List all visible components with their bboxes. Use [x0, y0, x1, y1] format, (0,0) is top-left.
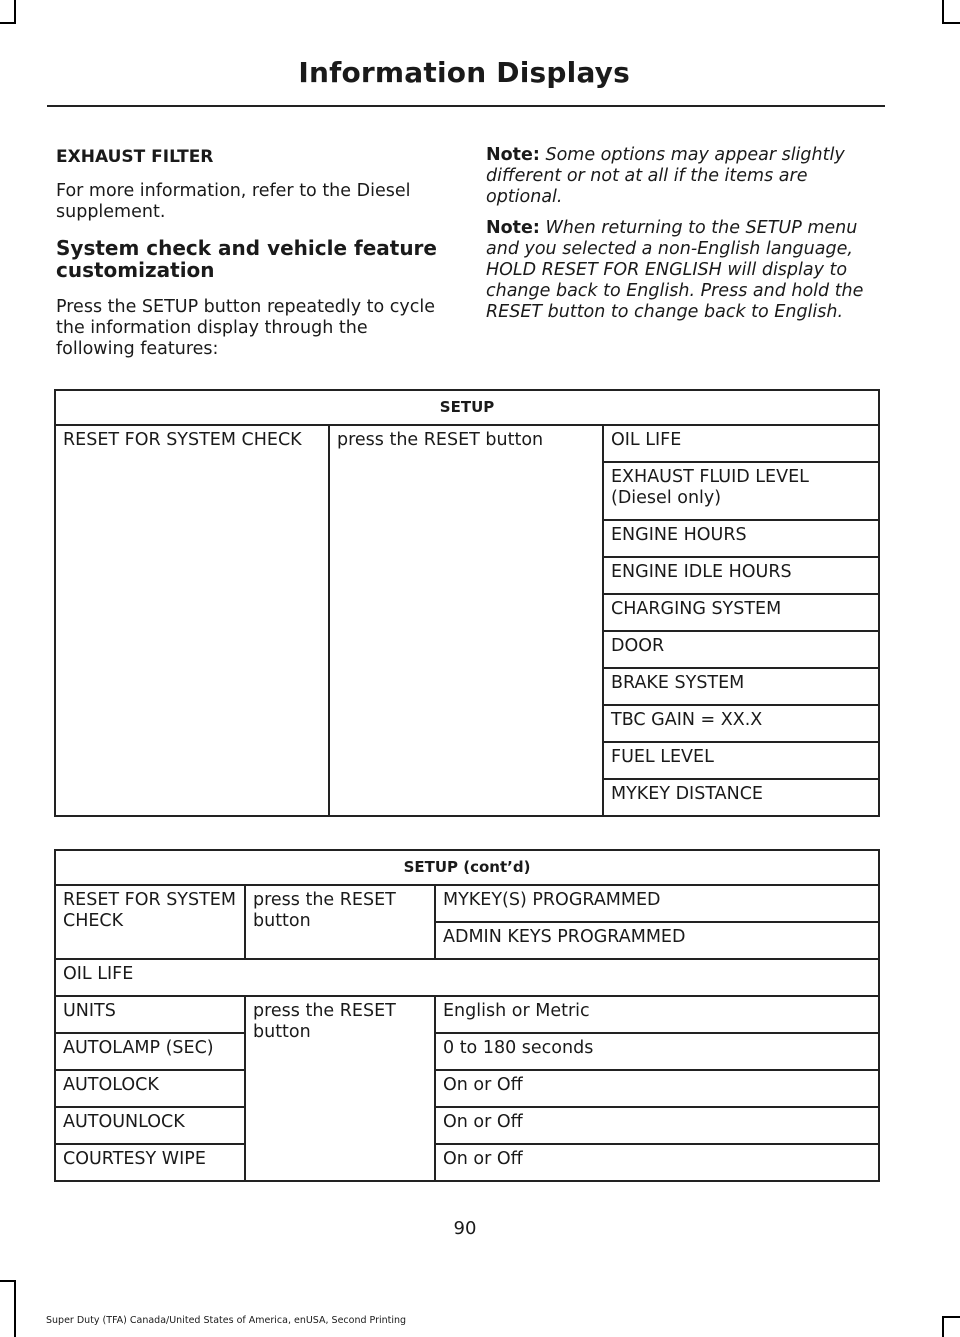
right-column	[486, 145, 880, 333]
table-cell-value: English or Metric	[435, 996, 879, 1033]
table-cell-action: press the RESET button	[329, 425, 603, 816]
section-text: Press the SETUP button repeatedly to cycle the information display through the following features:	[56, 297, 436, 359]
table-cell-item: MYKEY DISTANCE	[603, 779, 879, 816]
table-cell-item: DOOR	[603, 631, 879, 668]
note-language	[486, 218, 880, 323]
table-cell-setting: COURTESY WIPE	[55, 1144, 245, 1181]
setup-table	[54, 389, 880, 817]
table-cell-setting: UNITS	[55, 996, 245, 1033]
table-cell-item: ADMIN KEYS PROGRAMMED	[435, 922, 879, 959]
crop-mark	[942, 0, 944, 22]
footer-text: Super Duty (TFA) Canada/United States of America, enUSA, Second Printing	[46, 1315, 407, 1326]
crop-mark	[14, 0, 16, 22]
table-caption: SETUP	[55, 390, 879, 425]
table-caption: SETUP (cont’d)	[55, 850, 879, 885]
table-cell-group: OIL LIFE	[55, 959, 879, 996]
header-rule	[47, 105, 885, 107]
exhaust-filter-text: For more information, refer to the Diesel supplement.	[56, 181, 411, 222]
crop-mark	[942, 22, 960, 24]
exhaust-filter-heading: EXHAUST FILTER	[56, 147, 214, 167]
note-optional-items	[486, 145, 880, 208]
table-cell-setting: AUTOLAMP (SEC)	[55, 1033, 245, 1070]
note-label: Note:	[486, 218, 540, 238]
crop-mark	[0, 22, 16, 24]
note-label: Note:	[486, 145, 540, 165]
setup-contd-table	[54, 849, 880, 1182]
left-column	[56, 145, 448, 374]
table-cell-setting: AUTOLOCK	[55, 1070, 245, 1107]
table-cell-setting: AUTOUNLOCK	[55, 1107, 245, 1144]
crop-mark	[942, 1316, 960, 1318]
section-heading: System check and vehicle feature customization	[56, 236, 437, 282]
table-cell-action: press the RESET button	[245, 996, 435, 1181]
crop-mark	[14, 1280, 16, 1337]
note-text: Some options may appear slightly different or not at all if the items are optional.	[486, 145, 845, 207]
table-cell-function: RESET FOR SYSTEM CHECK	[55, 885, 245, 959]
crop-mark	[0, 1280, 16, 1282]
table-cell-item: BRAKE SYSTEM	[603, 668, 879, 705]
table-cell-item: TBC GAIN = XX.X	[603, 705, 879, 742]
table-cell-item: CHARGING SYSTEM	[603, 594, 879, 631]
table-cell-item: FUEL LEVEL	[603, 742, 879, 779]
note-text: When returning to the SETUP menu and you selected a non-English language, HOLD RESET FOR ENGLISH will display to change back to English. Press and hold the RESET button to change back to English.	[486, 218, 864, 322]
table-cell-item: ENGINE HOURS	[603, 520, 879, 557]
table-cell-value: On or Off	[435, 1107, 879, 1144]
table-cell-value: 0 to 180 seconds	[435, 1033, 879, 1070]
table-cell-value: On or Off	[435, 1070, 879, 1107]
page-number: 90	[453, 1218, 477, 1239]
table-cell-item: OIL LIFE	[603, 425, 879, 462]
table-cell-item: MYKEY(S) PROGRAMMED	[435, 885, 879, 922]
page-title: Information Displays	[298, 56, 630, 89]
table-cell-action: press the RESET button	[245, 885, 435, 959]
table-cell-function: RESET FOR SYSTEM CHECK	[55, 425, 329, 816]
table-cell-item: EXHAUST FLUID LEVEL (Diesel only)	[603, 462, 879, 520]
table-cell-value: On or Off	[435, 1144, 879, 1181]
crop-mark	[942, 1316, 944, 1337]
table-cell-item: ENGINE IDLE HOURS	[603, 557, 879, 594]
